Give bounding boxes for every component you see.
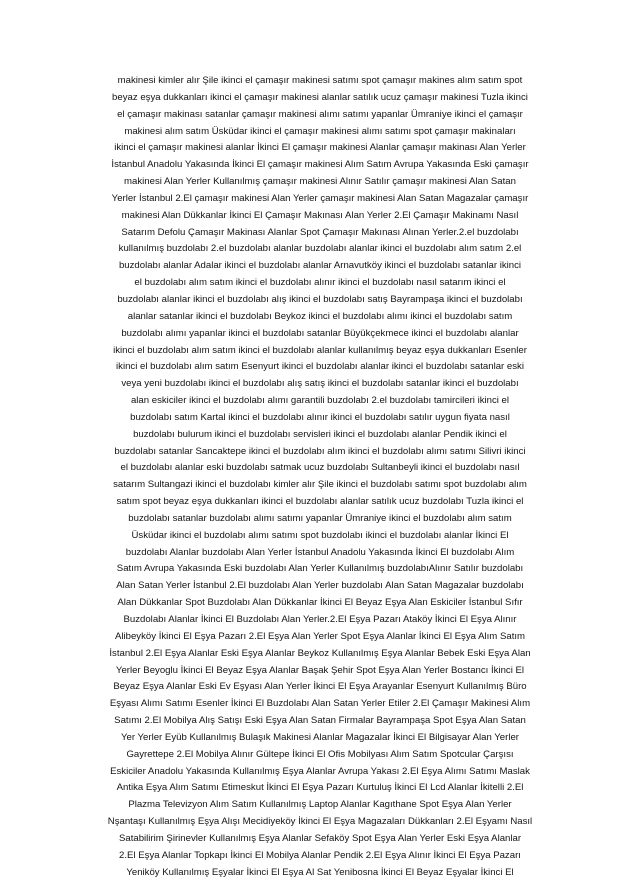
text-line: makinesi alım satım Üsküdar ikinci el çamaşır makinesi alımı satımı spot çamaşır makinaları	[124, 125, 516, 137]
text-line: Eskiciler Anadolu Yakasında Kullanılmış Eşya Alanlar Avrupa Yakası 2.El Eşya Alımı Satımı Maslak	[110, 765, 530, 777]
text-line: buzdolabı bulurum ikinci el buzdolabı servisleri ikinci el buzdolabı alanlar Pendik ikinci el	[133, 428, 507, 440]
text-line: Yeniköy Kullanılmış Eşyalar İkinci El Eşya Al Sat Yenibosna İkinci El Beyaz Eşyalar İkinci El	[126, 866, 514, 878]
text-line: 2.El Eşya Alanlar Topkapı İkinci El Mobilya Alanlar Pendik 2.El Eşya Alınır İkinci El Eşya Pazarı	[119, 849, 521, 861]
text-line: alanlar satanlar ikinci el buzdolabı Beykoz ikinci el buzdolabı alımı ikinci el buzdolabı satım	[127, 310, 513, 322]
text-line: Nşantaşı Kullanılmış Eşya Alışı Mecidiyeköy İkinci El Eşya Magazaları Dükkanları 2.El Eşyamı Nasıl	[107, 816, 533, 828]
text-line: Üsküdar ikinci el buzdolabı alımı satımı spot buzdolabı ikinci el buzdolabı alanlar İkinci El	[131, 529, 509, 541]
text-line: Alibeyköy İkinci El Eşya Pazarı 2.El Eşya Alan Yerler Spot Eşya Alanlar İkinci El Eşya Alım Satım	[114, 630, 526, 642]
text-line: ikinci el çamaşır makinesi alanlar İkinci El çamaşır makinesi Alanlar çamaşır makinası Alan Yerler	[114, 142, 526, 154]
text-line: kullanılmış buzdolabı 2.el buzdolabı alanlar buzdolabı alanlar ikinci el buzdolabı alım satım 2.el	[118, 243, 522, 255]
text-line: buzdolabı alanlar Adalar ikinci el buzdolabı alanlar Arnavutköy ikinci el buzdolabı satanlar ikinci	[118, 260, 522, 272]
text-line: el buzdolabı alım satım ikinci el buzdolabı alınır ikinci el buzdolabı nasıl satarım ikinci el	[134, 277, 506, 289]
body-text	[92, 73, 548, 882]
text-line: Alan Satan Yerler İstanbul 2.El buzdolabı Alan Yerler buzdolabı Alan Satan Magazalar buzdolabı	[116, 580, 524, 592]
text-line: Yerler İstanbul 2.El çamaşır makinesi Alan Yerler çamaşır makinesi Alan Satan Magazalar çamaşır	[111, 192, 529, 204]
text-line: Antika Eşya Alım Satımı Etimeskut İkinci El Eşya Pazarı Kurtuluş İkinci El Lcd Alanlar İkitelli 2.El	[116, 782, 524, 794]
text-line: buzdolabı satanlar buzdolabı alımı satımı yapanlar Ümraniye ikinci el buzdolabı alım satım	[128, 512, 512, 524]
text-line: buzdolabı alımı yapanlar ikinci el buzdolabı satanlar Büyükçekmece ikinci el buzdolabı alanlar	[121, 327, 519, 339]
text-line: ikinci el buzdolabı alım satım Esenyurt ikinci el buzdolabı alanlar ikinci el buzdolabı satanlar eski	[116, 361, 524, 373]
text-line: Beyaz Eşya Alanlar Eski Ev Eşyası Alan Yerler İkinci El Eşya Arayanlar Esenyurt Kullanılmış Büro	[113, 681, 527, 693]
text-line: alan eskiciler ikinci el buzdolabı alımı garantili buzdolabı 2.el buzdolabı tamircileri ikinci el	[130, 395, 510, 407]
text-line: beyaz eşya dukkanları ikinci el çamaşır makinesi alanlar satılık ucuz çamaşır makinesi Tuzla ikinci	[112, 91, 528, 103]
text-line: Satımı 2.El Mobilya Alış Satışı Eski Eşya Alan Satan Firmalar Bayrampaşa Spot Eşya Alan Satan	[114, 715, 526, 727]
text-line: makinesi kimler alır Şile ikinci el çamaşır makinesi satımı spot çamaşır makines alım satım spot	[117, 75, 523, 86]
text-line: Satım Avrupa Yakasında Eski buzdolabı Alan Yerler Kullanılmış buzdolabıAlınır Satılır buzdolabı	[116, 563, 524, 575]
text-line: Satarım Defolu Çamaşır Makinası Alanlar Spot Çamaşır Makınası Alınan Yerler.2.el buzdolabı	[121, 226, 519, 238]
text-line: Alan Dükkanlar Spot Buzdolabı Alan Dükkanlar İkinci El Beyaz Eşya Alan Eskiciler İstanbul Sıfır	[117, 597, 523, 609]
text-line: satım spot beyaz eşya dukkanları ikinci el buzdolabı alanlar satılık ucuz buzdolabı Tuzla ikinci el	[116, 496, 524, 508]
text-line: makinesi Alan Dükkanlar İkinci El Çamaşır Makınası Alan Yerler 2.El Çamaşır Makinamı Nasıl	[121, 209, 519, 221]
text-line: satarım Sultangazi ikinci el buzdolabı kimler alır Şile ikinci el buzdolabı satımı spot buzdolabı alım	[113, 479, 527, 491]
text-line: Plazma Televizyon Alım Satım Kullanılmış Laptop Alanlar Kagıthane Spot Eşya Alan Yerler	[128, 799, 512, 811]
text-line: buzdolabı satanlar Sancaktepe ikinci el buzdolabı alım ikinci el buzdolabı alımı satımı Silivri ikinci	[114, 445, 526, 457]
text-line: buzdolabı satım Kartal ikinci el buzdolabı alınır ikinci el buzdolabı satılır uygun fiyata nasıl	[130, 411, 510, 423]
text-line: buzdolabı Alanlar buzdolabı Alan Yerler İstanbul Anadolu Yakasında İkinci El buzdolabı Alım	[125, 546, 515, 558]
text-line: İstanbul 2.El Eşya Alanlar Eski Eşya Alanlar Beykoz Kullanılmış Eşya Alanlar Bebek Eski Eşya Alan	[109, 647, 531, 659]
text-line: Buzdolabı Alanlar İkinci El Buzdolabı Alan Yerler.2.El Eşya Pazarı Ataköy İkinci El Eşya Alınır	[123, 614, 517, 625]
text-line: el buzdolabı alanlar eski buzdolabı satmak ucuz buzdolabı Sultanbeyli ikinci el buzdolabı nasıl	[120, 462, 520, 474]
text-line: veya yeni buzdolabı ikinci el buzdolabı alış satış ikinci el buzdolabı satanlar ikinci el buzdolabı	[121, 378, 519, 390]
text-line: İstanbul Anadolu Yakasında İkinci El çamaşır makinesi Alım Satım Avrupa Yakasında Eski çamaşır	[111, 159, 529, 171]
text-line: Yer Yerler Eyüb Kullanılmış Bulaşık Makinesi Alanlar Magazalar İkinci El Bilgisayar Alan Yerler	[121, 731, 519, 743]
text-line: Eşyası Alımı Satımı Esenler İkinci El Buzdolabı Alan Satan Yerler Etiler 2.El Çamaşır Makinesi Alım	[109, 698, 531, 710]
text-line: el çamaşır makinası satanlar çamaşır makinesi alımı satımı yapanlar Ümraniye ikinci el çamaşır	[117, 108, 523, 120]
text-line: makinesi Alan Yerler Kullanılmış çamaşır makinesi Alınır Satılır çamaşır makinesi Alan Satan	[124, 176, 516, 188]
text-line: Yerler Beyoglu İkinci El Beyaz Eşya Alanlar Başak Şehir Spot Eşya Alan Yerler Bostancı İkinci El	[115, 664, 525, 676]
text-line: buzdolabı alanlar ikinci el buzdolabı alış ikinci el buzdolabı satış Bayrampaşa ikinci el buzdolabı	[117, 293, 523, 305]
text-line: ikinci el buzdolabı alım satım ikinci el buzdolabı alanlar kullanılmış beyaz eşya dukkanları Esenler	[113, 344, 527, 356]
text-line: Gayrettepe 2.El Mobilya Alınır Gültepe İkinci El Ofis Mobilyası Alım Satım Spotcular Çarşısı	[126, 748, 514, 760]
text-line: Satabilirim Şirinevler Kullanılmış Eşya Alanlar Sefaköy Spot Eşya Alan Yerler Eski Eşya Alanlar	[118, 832, 522, 844]
